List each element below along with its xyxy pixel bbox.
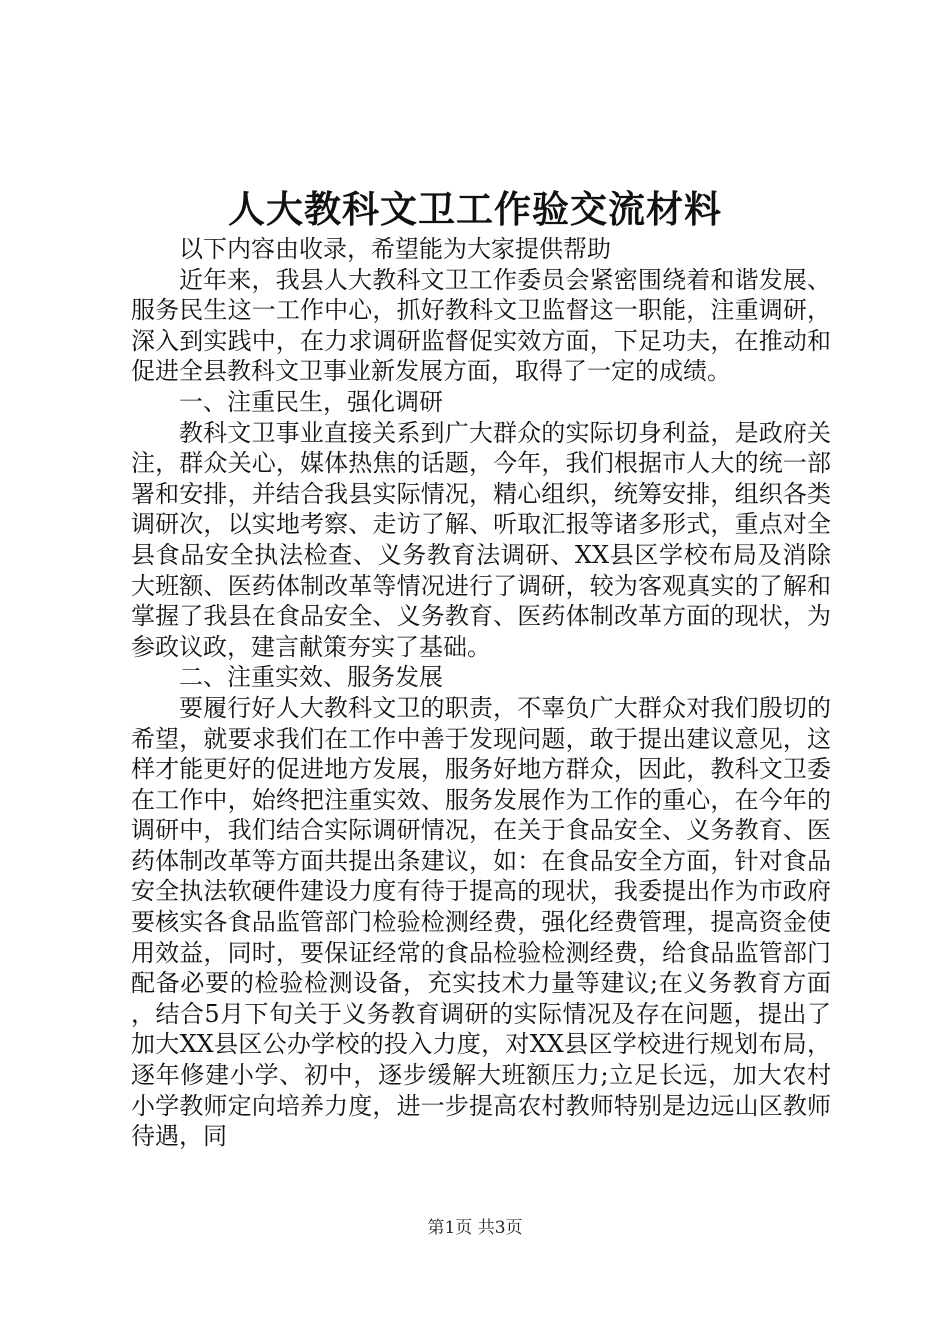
document-title: 人大教科文卫工作验交流材料 [228,187,722,231]
document-body [131,234,831,1152]
section-heading: 一、注重民生，强化调研 [179,387,443,416]
body-paragraph: 要履行好人大教科文卫的职责，不辜负广大群众对我们殷切的希望，就要求我们在工作中善于发现问题，敢于提出建议意见，这样才能更好的促进地方发展，服务好地方群众，因此，教科文卫委在工作中，始终把注重实效、服务发展作为工作的重心，在今年的调研中，我们结合实际调研情况，在关于食品安全、义务教育、医药体制改革等方面共提出条建议，如：在食品安全方面，针对食品安全执法软硬件建设力度有待于提高的现状，我委提出作为市政府要核实各食品监管部门检验检测经费，强化经费管理，提高资金使用效益，同时，要保证经常的食品检验检测经费，给食品监管部门配备必要的检验检测设备，充实技术力量等建议;在义务教育方面，结合5月下旬关于义务教育调研的实际情况及存在问题，提出了加大XX县区公办学校的投入力度，对XX县区学校进行规划布局，逐年修建小学、初中，逐步缓解大班额压力;立足长远，加大农村小学教师定向培养力度，进一步提高农村教师特别是边远山区教师待遇，同 [131,693,831,1151]
body-paragraph: 教科文卫事业直接关系到广大群众的实际切身利益，是政府关注，群众关心，媒体热焦的话题，今年，我们根据市人大的统一部署和安排，并结合我县实际情况，精心组织，统筹安排，组织各类调研次，以实地考察、走访了解、听取汇报等诸多形式，重点对全县食品安全执法检查、义务教育法调研、XX县区学校布局及消除大班额、医药体制改革等情况进行了调研，较为客观真实的了解和掌握了我县在食品安全、义务教育、医药体制改革方面的现状，为参政议政，建言献策夯实了基础。 [131,418,831,661]
section-heading: 二、注重实效、服务发展 [179,663,443,692]
body-paragraph: 近年来，我县人大教科文卫工作委员会紧密围绕着和谐发展、服务民生这一工作中心，抓好教科文卫监督这一职能，注重调研，深入到实践中，在力求调研监督促实效方面，下足功夫，在推动和促进全县教科文卫事业新发展方面，取得了一定的成绩。 [131,265,831,386]
intro-paragraph: 以下内容由收录，希望能为大家提供帮助 [179,235,611,263]
page-number-footer: 第1页 共3页 [427,1218,523,1238]
